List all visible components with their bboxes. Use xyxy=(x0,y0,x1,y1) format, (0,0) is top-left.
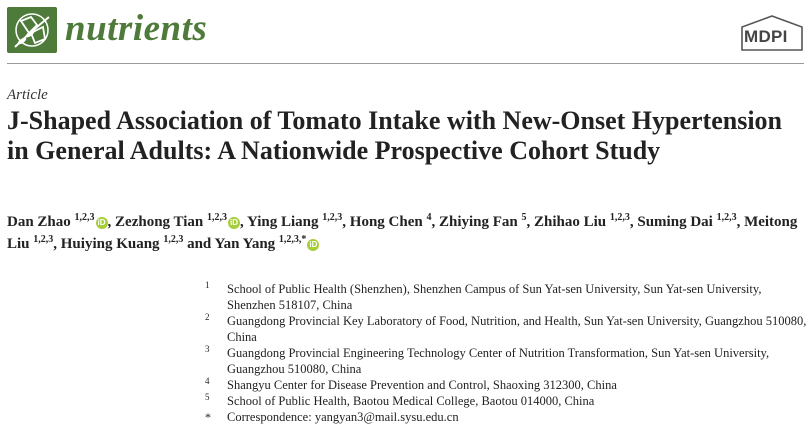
author-name[interactable]: Yan Yang xyxy=(214,236,276,252)
affiliation-item xyxy=(203,377,809,393)
affiliation-item xyxy=(203,281,809,313)
author-affiliation-marker: 1,2,3,* xyxy=(278,234,307,245)
article-type-label: Article xyxy=(7,87,48,103)
author-name[interactable]: Zhihao Liu xyxy=(534,214,607,230)
affiliation-text: Guangdong Provincial Engineering Technology Center of Nutrition Transformation, Sun Yat-sen University, Guangzhou 510080, China xyxy=(227,346,770,376)
correspondence-text[interactable]: Correspondence: yangyan3@mail.sysu.edu.cn xyxy=(227,410,459,424)
author-separator: , xyxy=(526,214,534,230)
author-list xyxy=(7,211,807,255)
affiliation-text: School of Public Health (Shenzhen), Shenzhen Campus of Sun Yat-sen University, Sun Yat-sen University, Shenzhen 518107, China xyxy=(227,282,762,312)
author-separator: , xyxy=(342,214,350,230)
header-divider xyxy=(7,63,804,64)
author-affiliation-marker: 4 xyxy=(426,212,432,223)
journal-logo-icon xyxy=(7,7,57,53)
author-separator: , xyxy=(736,214,745,230)
affiliation-text: Guangdong Provincial Key Laboratory of Food, Nutrition, and Health, Sun Yat-sen University, Guangzhou 510080, China xyxy=(227,314,807,344)
author-affiliation-marker: 1,2,3 xyxy=(609,212,630,223)
author-name[interactable]: Hong Chen xyxy=(349,214,423,230)
author-affiliation-marker: 5 xyxy=(521,212,527,223)
paper-title: J-Shaped Association of Tomato Intake with New-Onset Hypertension in General Adults: A Nationwide Prospective Cohort Study xyxy=(7,106,783,165)
author-affiliation-marker: 1,2,3 xyxy=(74,212,95,223)
affiliation-list xyxy=(203,281,809,425)
author-separator: , xyxy=(431,214,439,230)
orcid-icon[interactable]: iD xyxy=(309,240,318,249)
author-name[interactable]: Meitong Liu xyxy=(7,214,798,252)
author-name[interactable]: Dan Zhao xyxy=(7,214,71,230)
author-name[interactable]: Suming Dai xyxy=(637,214,713,230)
affiliation-number: 3 xyxy=(205,344,210,354)
journal-name: nutrients xyxy=(65,8,208,49)
affiliation-number: 2 xyxy=(205,312,210,322)
affiliation-number: 5 xyxy=(205,392,210,402)
author-separator: and xyxy=(183,236,215,252)
author-separator: , xyxy=(107,214,116,230)
author-separator: , xyxy=(240,214,247,230)
affiliation-text: Shangyu Center for Disease Prevention and Control, Shaoxing 312300, China xyxy=(227,378,617,392)
author-name[interactable]: Ying Liang xyxy=(246,214,319,230)
affiliation-number: 1 xyxy=(205,280,210,290)
author-affiliation-marker: 1,2,3 xyxy=(33,234,54,245)
author-affiliation-marker: 1,2,3 xyxy=(163,234,184,245)
author-affiliation-marker: 1,2,3 xyxy=(322,212,343,223)
affiliation-item xyxy=(203,313,809,345)
affiliation-text: School of Public Health, Baotou Medical College, Baotou 014000, China xyxy=(227,394,595,408)
author-separator: , xyxy=(629,214,638,230)
author-affiliation-marker: 1,2,3 xyxy=(207,212,228,223)
orcid-icon[interactable]: iD xyxy=(97,218,106,227)
affiliation-item xyxy=(203,345,809,377)
affiliation-item xyxy=(203,393,809,409)
publisher-logo-text: MDPI xyxy=(744,27,788,46)
author-name[interactable]: Zezhong Tian xyxy=(115,214,204,230)
affiliation-item xyxy=(203,409,809,425)
orcid-icon[interactable]: iD xyxy=(230,218,239,227)
affiliation-number: * xyxy=(205,410,211,424)
affiliation-number: 4 xyxy=(205,376,210,386)
author-name[interactable]: Zhiying Fan xyxy=(438,214,518,230)
author-name[interactable]: Huiying Kuang xyxy=(60,236,160,252)
author-affiliation-marker: 1,2,3 xyxy=(716,212,737,223)
author-separator: , xyxy=(53,236,61,252)
